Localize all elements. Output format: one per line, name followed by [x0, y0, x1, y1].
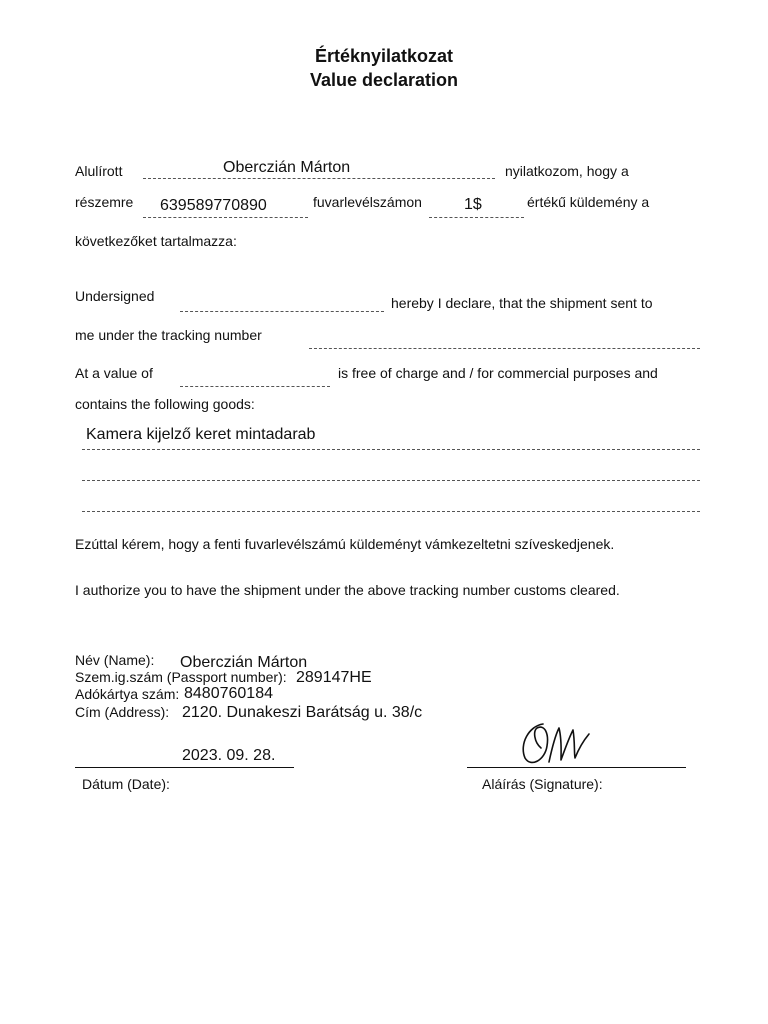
goods-rule-2	[82, 480, 700, 481]
label-contains: contains the following goods:	[75, 396, 255, 412]
goods-rule-1	[82, 449, 700, 450]
tax-number-value: 8480760184	[184, 685, 273, 702]
passport-value: 289147HE	[296, 669, 372, 686]
label-kovetkezoket: következőket tartalmazza:	[75, 233, 237, 249]
title-hu: Értéknyilatkozat	[314, 46, 454, 66]
signature-line	[467, 767, 686, 768]
label-undersigned: Undersigned	[75, 288, 155, 304]
label-free-of-charge: is free of charge and / for commercial purposes and	[338, 365, 658, 381]
label-signature: Aláírás (Signature):	[482, 776, 603, 792]
at-value-line	[180, 386, 330, 387]
date-value: 2023. 09. 28.	[182, 747, 276, 764]
label-address: Cím (Address):	[75, 704, 170, 720]
label-passport: Szem.ig.szám (Passport number):	[75, 669, 287, 685]
label-hereby: hereby I declare, that the shipment sent to	[391, 295, 653, 311]
label-name: Név (Name):	[75, 652, 155, 668]
name-line	[143, 178, 495, 179]
value-amount: 1$	[464, 196, 482, 213]
undersigned-line	[180, 311, 384, 312]
goods-rule-3	[82, 511, 700, 512]
tracking-number-line	[309, 348, 700, 349]
name-value-hu: Oberczián Márton	[223, 159, 351, 176]
label-at-value: At a value of	[75, 365, 153, 381]
goods-line-1: Kamera kijelző keret mintadarab	[86, 426, 316, 443]
label-tracking-number: me under the tracking number	[75, 327, 262, 343]
name-value: Oberczián Márton	[180, 654, 308, 671]
customs-text-hu: Ezúttal kérem, hogy a fenti fuvarlevélszámú küldeményt vámkezeltetni szíveskedjenek.	[75, 536, 615, 552]
customs-text-en: I authorize you to have the shipment under the above tracking number customs cleared.	[75, 582, 620, 598]
label-tax-number: Adókártya szám:	[75, 686, 180, 702]
tracking-value: 639589770890	[160, 197, 267, 214]
label-erteku: értékű küldemény a	[527, 194, 650, 210]
date-line	[75, 767, 294, 768]
title-en: Value declaration	[309, 70, 459, 90]
address-value: 2120. Dunakeszi Barátság u. 38/c	[182, 704, 423, 721]
label-fuvarlevel: fuvarlevélszámon	[313, 194, 422, 210]
value-line	[429, 217, 524, 218]
label-reszemre: részemre	[75, 194, 134, 210]
tracking-line	[143, 217, 308, 218]
signature-image	[515, 718, 600, 770]
label-date: Dátum (Date):	[82, 776, 170, 792]
label-alulirott: Alulírott	[75, 163, 123, 179]
label-nyilatkozom: nyilatkozom, hogy a	[505, 163, 629, 179]
